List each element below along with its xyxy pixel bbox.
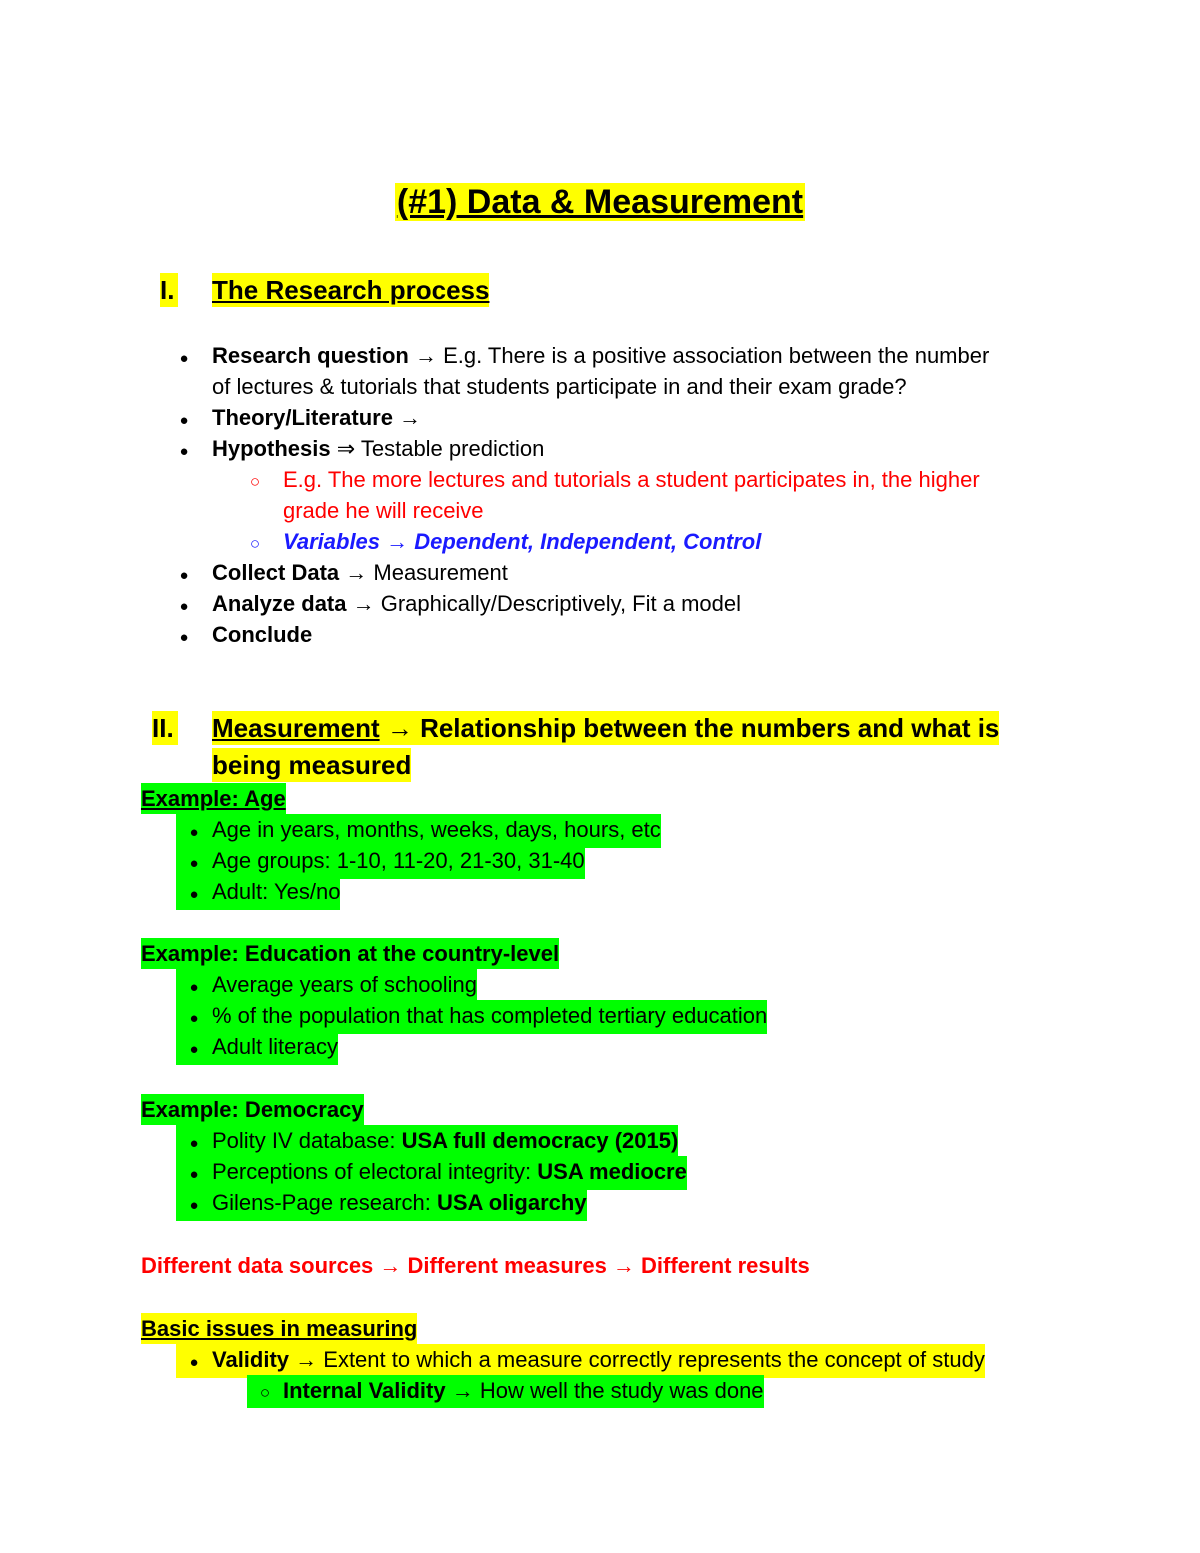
- sub-bullet-icon: [245, 526, 265, 559]
- bullet-icon: [174, 588, 194, 622]
- example-democracy-item: ●Perceptions of electoral integrity: USA mediocre: [176, 1156, 687, 1190]
- bullet-icon: [176, 1000, 212, 1034]
- example-age-heading: Example: Age: [141, 783, 286, 814]
- example-education-item: ●Adult literacy: [176, 1031, 338, 1065]
- bullet-icon: [174, 619, 194, 653]
- example-democracy-item: ●Polity IV database: USA full democracy (2015): [176, 1125, 678, 1159]
- bullet-icon: [176, 969, 212, 1003]
- page-title: (#1) Data & Measurement: [396, 183, 804, 221]
- example-age-item: ●Age groups: 1-10, 11-20, 21-30, 31-40: [176, 845, 585, 879]
- sub-item-hypothesis-example-cont: grade he will receive: [283, 498, 484, 523]
- sub-item-hypothesis-example: E.g. The more lectures and tutorials a student participates in, the higher: [283, 467, 980, 492]
- example-democracy-item: ●Gilens-Page research: USA oligarchy: [176, 1187, 587, 1221]
- bullet-icon: [176, 1187, 212, 1221]
- bullet-icon: [176, 1344, 212, 1378]
- example-age-item: ●Adult: Yes/no: [176, 876, 340, 910]
- list-item-hypothesis: Hypothesis ⇒ Testable prediction: [212, 436, 545, 461]
- example-education-item: ●Average years of schooling: [176, 969, 477, 1003]
- bullet-icon: [174, 557, 194, 591]
- section1-number: I.: [160, 273, 178, 307]
- list-item-analyze-data: Analyze data → Graphically/Descriptively, Fit a model: [212, 591, 741, 616]
- bullet-icon: [176, 814, 212, 848]
- list-item-research-question-cont: of lectures & tutorials that students participate in and their exam grade?: [212, 374, 907, 399]
- list-item-theory: Theory/Literature →: [212, 405, 422, 430]
- example-education-item: ●% of the population that has completed tertiary education: [176, 1000, 767, 1034]
- section2-title-cont: being measured: [212, 750, 412, 780]
- bullet-icon: [176, 1125, 212, 1159]
- bullet-icon: [174, 402, 194, 436]
- example-democracy-heading: Example: Democracy: [141, 1094, 364, 1125]
- section2-number: II.: [152, 711, 178, 745]
- example-education-heading: Example: Education at the country-level: [141, 938, 559, 969]
- basic-issues-heading: Basic issues in measuring: [141, 1313, 417, 1344]
- list-item-research-question: Research question → E.g. There is a positive association between the number: [212, 343, 990, 368]
- list-item-collect-data: Collect Data → Measurement: [212, 560, 508, 585]
- example-age-item: ●Age in years, months, weeks, days, hours, etc: [176, 814, 661, 848]
- different-sources-line: Different data sources → Different measures → Different results: [141, 1253, 810, 1278]
- section1-title: The Research process: [212, 275, 490, 305]
- bullet-icon: [176, 876, 212, 910]
- bullet-icon: [176, 1156, 212, 1190]
- bullet-icon: [176, 1031, 212, 1065]
- sub-bullet-icon: [245, 464, 265, 497]
- list-item-conclude: Conclude: [212, 622, 313, 647]
- internal-validity-item: ○Internal Validity → How well the study was done: [247, 1375, 764, 1408]
- sub-item-variables: Variables → Dependent, Independent, Control: [283, 529, 762, 554]
- bullet-icon: [174, 433, 194, 467]
- section2-title: Measurement → Relationship between the numbers and what is: [212, 713, 1000, 743]
- bullet-icon: [176, 845, 212, 879]
- validity-item: ●Validity → Extent to which a measure correctly represents the concept of study: [176, 1344, 985, 1378]
- bullet-icon: [174, 340, 194, 374]
- sub-bullet-icon: [247, 1375, 283, 1408]
